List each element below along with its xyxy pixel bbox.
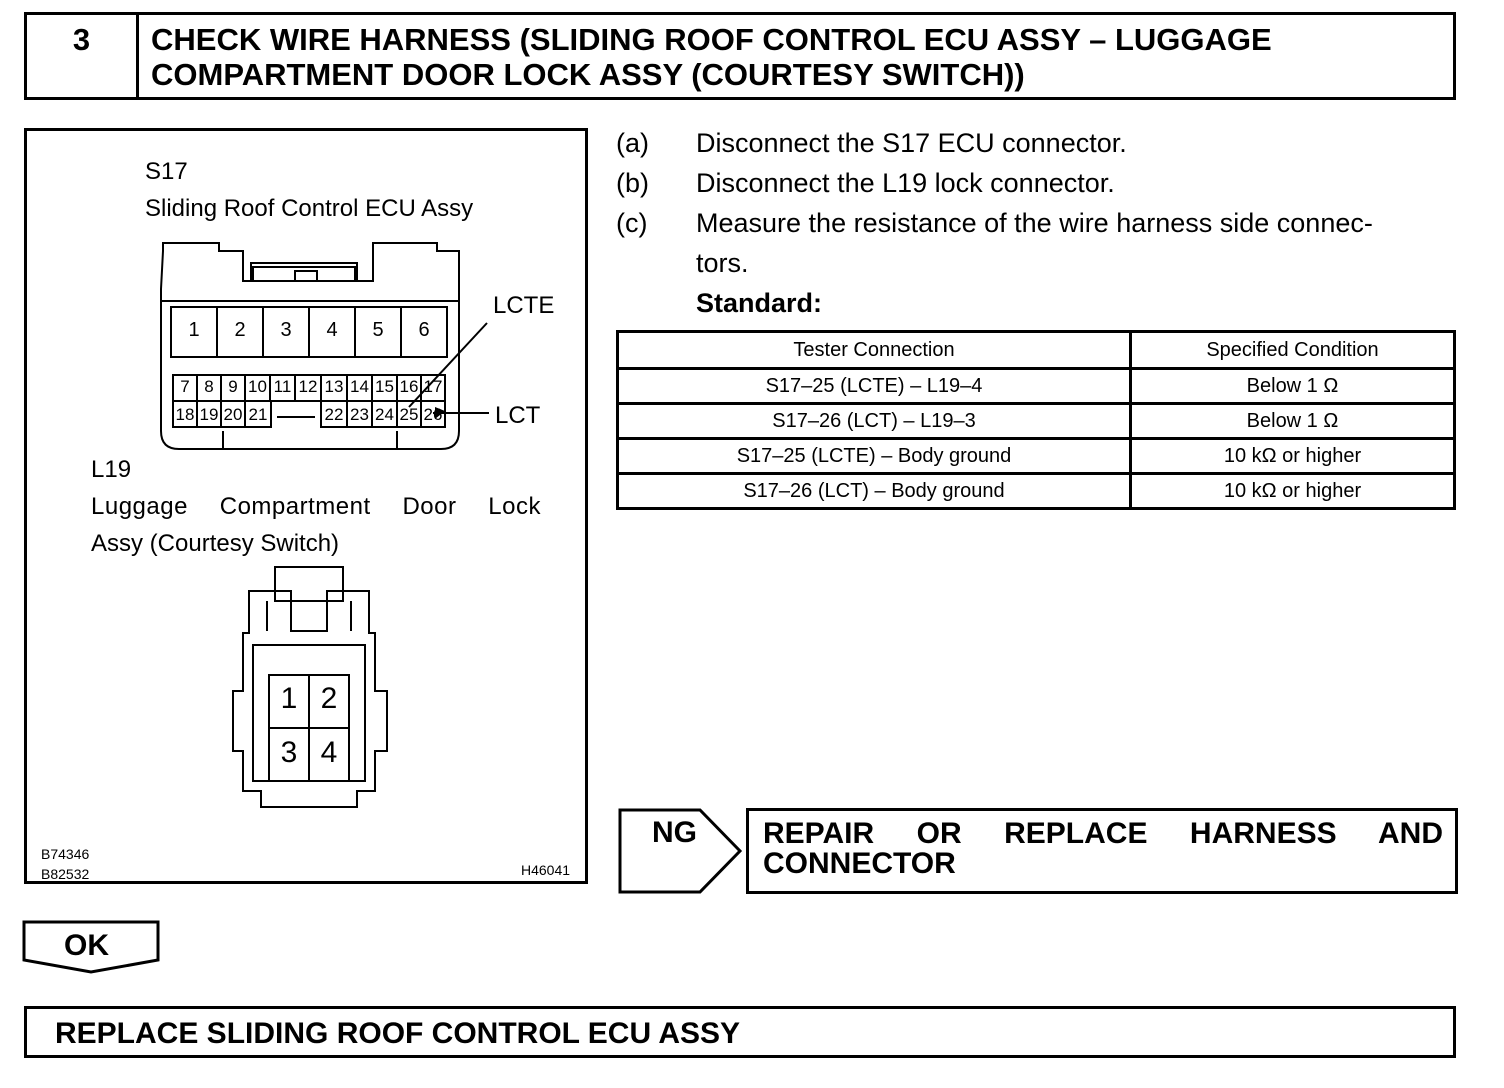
l19-pin-2: 2 bbox=[320, 682, 338, 715]
s17-code: S17 bbox=[145, 158, 188, 185]
s17-pin-14: 14 bbox=[350, 377, 369, 396]
table-row bbox=[618, 369, 1455, 404]
step-item bbox=[616, 205, 1462, 245]
s17-pin-12: 12 bbox=[298, 377, 318, 396]
s17-pin-9: 9 bbox=[228, 377, 238, 396]
s17-pin-15: 15 bbox=[375, 377, 394, 396]
step-item bbox=[616, 245, 1462, 285]
ref-code-1: B74346 bbox=[41, 846, 90, 862]
l19-name-line1: Luggage Compartment Door Lock bbox=[91, 493, 541, 520]
ng-label: NG bbox=[652, 816, 697, 849]
table-cell: S17–26 (LCT) – L19–3 bbox=[618, 404, 1131, 439]
step-letter: (b) bbox=[616, 168, 649, 198]
connector-diagram bbox=[24, 128, 588, 884]
s17-pin-3: 3 bbox=[280, 319, 292, 341]
s17-pin-6: 6 bbox=[418, 319, 430, 341]
step-letter: (c) bbox=[616, 208, 648, 238]
s17-pin-1: 1 bbox=[188, 319, 200, 341]
step-title: CHECK WIRE HARNESS (SLIDING ROOF CONTROL ECU ASSY – LUGGAGE COMPARTMENT DOOR LOCK ASSY (COURTESY SWITCH)) bbox=[151, 22, 1272, 92]
standard-label: Standard: bbox=[696, 288, 823, 318]
l19-pin-3: 3 bbox=[280, 736, 298, 769]
step-number: 3 bbox=[27, 15, 139, 97]
s17-pin-8: 8 bbox=[204, 377, 214, 396]
table-cell: S17–25 (LCTE) – L19–4 bbox=[618, 369, 1131, 404]
s17-pin-7: 7 bbox=[180, 377, 190, 396]
l19-pin-4: 4 bbox=[320, 736, 338, 769]
s17-pin-24: 24 bbox=[375, 405, 394, 424]
s17-pin-5: 5 bbox=[372, 319, 384, 341]
table-header-row bbox=[618, 332, 1455, 369]
s17-pin-19: 19 bbox=[199, 405, 219, 424]
ok-label: OK bbox=[64, 929, 109, 962]
table-row bbox=[618, 404, 1455, 439]
step-item bbox=[616, 165, 1462, 205]
s17-pin-17: 17 bbox=[423, 377, 443, 396]
l19-pin-1: 1 bbox=[280, 682, 298, 715]
s17-pin-26: 26 bbox=[423, 405, 443, 424]
table-cell: Below 1 Ω bbox=[1130, 404, 1454, 439]
table-cell: S17–26 (LCT) – Body ground bbox=[618, 474, 1131, 509]
step-header bbox=[24, 12, 1456, 100]
s17-pin-20: 20 bbox=[223, 405, 243, 424]
final-action-box bbox=[24, 1006, 1456, 1058]
table-row bbox=[618, 439, 1455, 474]
table-cell: Below 1 Ω bbox=[1130, 369, 1454, 404]
s17-pin-13: 13 bbox=[324, 377, 344, 396]
table-cell: 10 kΩ or higher bbox=[1130, 474, 1454, 509]
procedure-steps bbox=[616, 125, 1462, 318]
step-text: Measure the resistance of the wire harness side connec- bbox=[696, 208, 1373, 238]
ng-action-text: REPAIR OR REPLACE HARNESS AND CONNECTOR bbox=[763, 817, 1443, 880]
s17-name: Sliding Roof Control ECU Assy bbox=[145, 195, 474, 222]
table-cell: S17–25 (LCTE) – Body ground bbox=[618, 439, 1131, 474]
s17-pin-2: 2 bbox=[234, 319, 246, 341]
final-action-text: REPLACE SLIDING ROOF CONTROL ECU ASSY bbox=[55, 1017, 741, 1050]
l19-code: L19 bbox=[91, 456, 132, 483]
ref-code-2: B82532 bbox=[41, 866, 90, 882]
s17-pin-4: 4 bbox=[326, 319, 338, 341]
s17-pin-25: 25 bbox=[399, 405, 419, 424]
step-item bbox=[616, 125, 1462, 165]
table-header: Specified Condition bbox=[1130, 332, 1454, 369]
ref-code-3: H46041 bbox=[521, 862, 571, 878]
ng-action-box bbox=[746, 808, 1458, 894]
s17-pin-16: 16 bbox=[399, 377, 419, 396]
step-text: tors. bbox=[696, 248, 749, 278]
s17-pin-21: 21 bbox=[248, 405, 268, 424]
table-header: Tester Connection bbox=[618, 332, 1131, 369]
lcte-label: LCTE bbox=[493, 292, 555, 319]
table-row bbox=[618, 474, 1455, 509]
l19-name-line2: Assy (Courtesy Switch) bbox=[91, 530, 340, 557]
step-letter: (a) bbox=[616, 128, 649, 158]
s17-pin-11: 11 bbox=[273, 377, 292, 396]
s17-pin-23: 23 bbox=[350, 405, 369, 424]
s17-pin-22: 22 bbox=[324, 405, 344, 424]
table-cell: 10 kΩ or higher bbox=[1130, 439, 1454, 474]
step-text: Disconnect the S17 ECU connector. bbox=[696, 128, 1127, 158]
s17-pin-10: 10 bbox=[248, 377, 267, 396]
resistance-spec-table bbox=[616, 330, 1456, 510]
s17-pin-18: 18 bbox=[175, 405, 195, 424]
step-text: Disconnect the L19 lock connector. bbox=[696, 168, 1115, 198]
lct-label: LCT bbox=[495, 402, 541, 429]
